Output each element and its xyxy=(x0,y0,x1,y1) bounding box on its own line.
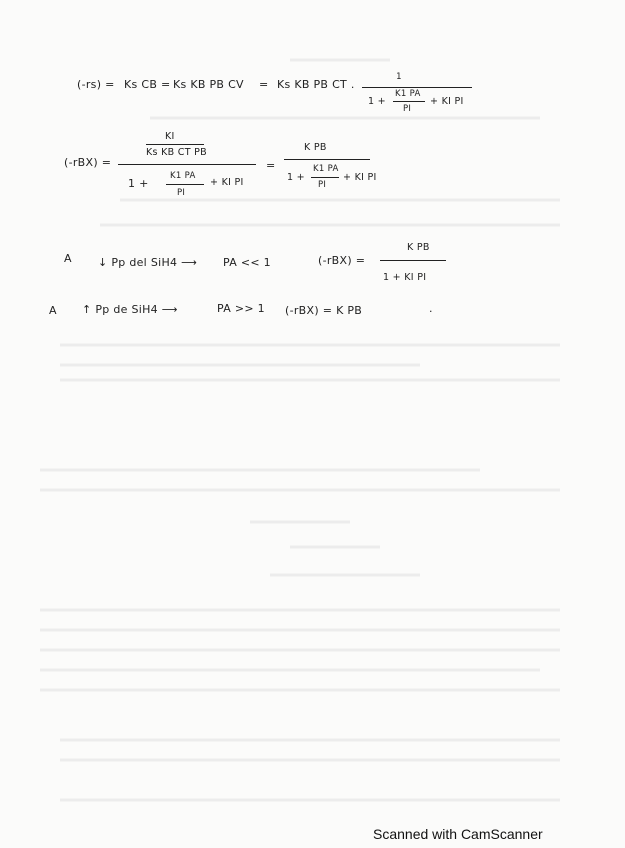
eq1-fraction-numerator: 1 xyxy=(396,72,402,82)
eq2-main-fraction-bar xyxy=(118,163,258,166)
eq1-term3: Ks KB PB CT . xyxy=(277,78,355,91)
eq1-inner-bar xyxy=(393,100,427,103)
eq1-lhs: (-rs) = xyxy=(77,78,115,91)
eq2-top-denominator: Ks KB CT PB xyxy=(146,147,207,158)
eq1-term1: Ks CB = xyxy=(124,78,171,91)
eq1-inner-numerator: K1 PA xyxy=(395,89,421,99)
eq2-rhs-fraction-bar xyxy=(284,158,372,161)
line3-fraction-bar xyxy=(380,259,448,262)
eq2-top-numerator: KI xyxy=(165,131,175,142)
line3-text: ↓ Pp del SiH4 ⟶ xyxy=(98,256,198,269)
eq2-rhs-den-prefix: 1 + xyxy=(287,172,305,183)
line4-dot: . xyxy=(429,302,433,315)
scanner-watermark: Scanned with CamScanner xyxy=(373,826,543,842)
line3-condition: PA << 1 xyxy=(223,256,271,269)
line4-result: (-rBX) = K PB xyxy=(285,304,363,317)
eq2-inner2-denominator: PI xyxy=(318,180,327,190)
eq2-inner2-bar xyxy=(311,176,341,179)
eq1-inner-denominator: PI xyxy=(403,104,412,114)
line3-label: A xyxy=(64,252,72,265)
line4-condition: PA >> 1 xyxy=(217,302,265,315)
eq2-inner1-denominator: PI xyxy=(177,188,186,198)
line4-text: ↑ Pp de SiH4 ⟶ xyxy=(82,303,178,316)
line3-denominator: 1 + KI PI xyxy=(383,272,427,283)
eq2-lhs: (-rBX) = xyxy=(64,156,112,169)
eq1-term2: Ks KB PB CV xyxy=(173,78,244,91)
eq2-den-prefix: 1 + xyxy=(128,177,149,190)
eq1-den-prefix: 1 + xyxy=(368,96,386,107)
eq2-eq-sign: = xyxy=(266,159,276,172)
line3-numerator: K PB xyxy=(407,242,430,253)
eq2-inner2-numerator: K1 PA xyxy=(313,164,339,174)
eq1-eq-sign: = xyxy=(259,78,269,91)
eq2-rhs-den-suffix: + KI PI xyxy=(343,172,377,183)
eq2-rhs-numerator: K PB xyxy=(304,142,327,153)
eq2-inner1-bar xyxy=(166,183,206,186)
line4-label: A xyxy=(49,304,57,317)
eq2-den-suffix1: + KI PI xyxy=(210,177,244,188)
eq2-top-bar xyxy=(146,143,206,146)
line3-lhs: (-rBX) = xyxy=(318,254,366,267)
eq2-inner1-numerator: K1 PA xyxy=(170,171,196,181)
eq1-den-suffix: + KI PI xyxy=(430,96,464,107)
